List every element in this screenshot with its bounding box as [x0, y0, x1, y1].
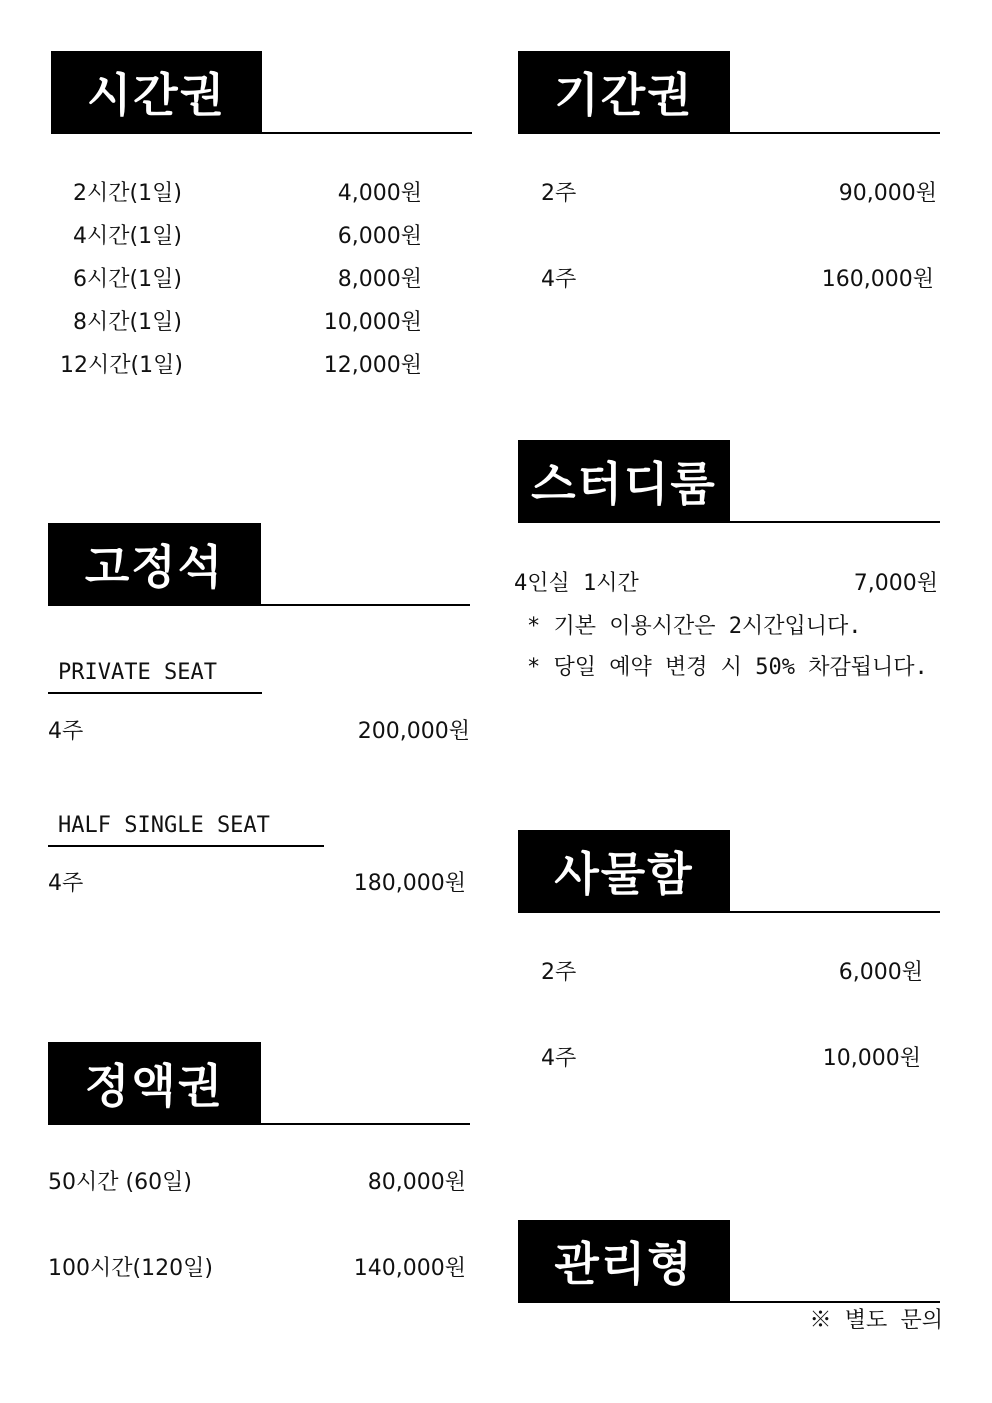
fixed-seat-header	[48, 523, 470, 607]
managed-rule	[518, 1301, 940, 1303]
half-single-seat-heading: HALF SINGLE SEAT	[58, 813, 270, 838]
study-room-rule	[518, 521, 940, 523]
locker-row-label: 4주	[541, 1046, 577, 1071]
fixed-seat-rule	[48, 604, 470, 606]
fixed-amount-title: 정액권	[48, 1042, 261, 1124]
managed-note: ※ 별도 문의	[809, 1308, 943, 1333]
half-single-seat-label: 4주	[48, 871, 84, 896]
locker-row-price: 6,000원	[838, 960, 923, 985]
study-room-row-label: 4인실 1시간	[514, 571, 639, 596]
hourly-row-price: 6,000원	[337, 224, 422, 249]
hourly-row-label: 4시간(1일)	[73, 224, 182, 249]
private-seat-heading: PRIVATE SEAT	[58, 660, 217, 685]
half-single-seat-price: 180,000원	[353, 871, 466, 896]
fixed-amount-row-price: 140,000원	[353, 1256, 466, 1281]
period-row-price: 160,000원	[821, 267, 934, 292]
locker-header	[518, 830, 940, 914]
period-title: 기간권	[518, 51, 730, 133]
private-seat-label: 4주	[48, 719, 84, 744]
hourly-rule	[51, 132, 472, 134]
period-row-label: 2주	[541, 181, 577, 206]
hourly-row-price: 10,000원	[323, 310, 422, 335]
managed-title: 관리형	[518, 1220, 730, 1302]
locker-rule	[518, 911, 940, 913]
locker-row-label: 2주	[541, 960, 577, 985]
hourly-row-label: 12시간(1일)	[60, 353, 183, 378]
fixed-amount-row-label: 100시간(120일)	[48, 1256, 213, 1281]
private-seat-underline	[48, 692, 262, 694]
study-room-title: 스터디룸	[518, 440, 730, 522]
period-rule	[518, 132, 940, 134]
fixed-amount-header	[48, 1042, 470, 1126]
hourly-row-label: 8시간(1일)	[73, 310, 182, 335]
fixed-amount-row-label: 50시간 (60일)	[48, 1170, 192, 1195]
period-row-price: 90,000원	[838, 181, 937, 206]
study-room-note: * 기본 이용시간은 2시간입니다.	[527, 614, 862, 639]
hourly-title: 시간권	[51, 51, 262, 133]
hourly-row-price: 12,000원	[323, 353, 422, 378]
private-seat-price: 200,000원	[357, 719, 470, 744]
period-row-label: 4주	[541, 267, 577, 292]
hourly-row-label: 6시간(1일)	[73, 267, 182, 292]
period-header	[518, 51, 940, 135]
hourly-row-price: 4,000원	[337, 181, 422, 206]
hourly-row-label: 2시간(1일)	[73, 181, 182, 206]
managed-header	[518, 1220, 940, 1304]
fixed-amount-row-price: 80,000원	[367, 1170, 466, 1195]
study-room-header	[518, 440, 940, 524]
hourly-header	[51, 51, 472, 135]
locker-row-price: 10,000원	[822, 1046, 921, 1071]
study-room-note: * 당일 예약 변경 시 50% 차감됩니다.	[527, 655, 928, 680]
study-room-row-price: 7,000원	[853, 571, 938, 596]
locker-title: 사물함	[518, 830, 730, 912]
fixed-amount-rule	[48, 1123, 470, 1125]
fixed-seat-title: 고정석	[48, 523, 261, 605]
hourly-row-price: 8,000원	[337, 267, 422, 292]
half-single-seat-underline	[48, 845, 324, 847]
